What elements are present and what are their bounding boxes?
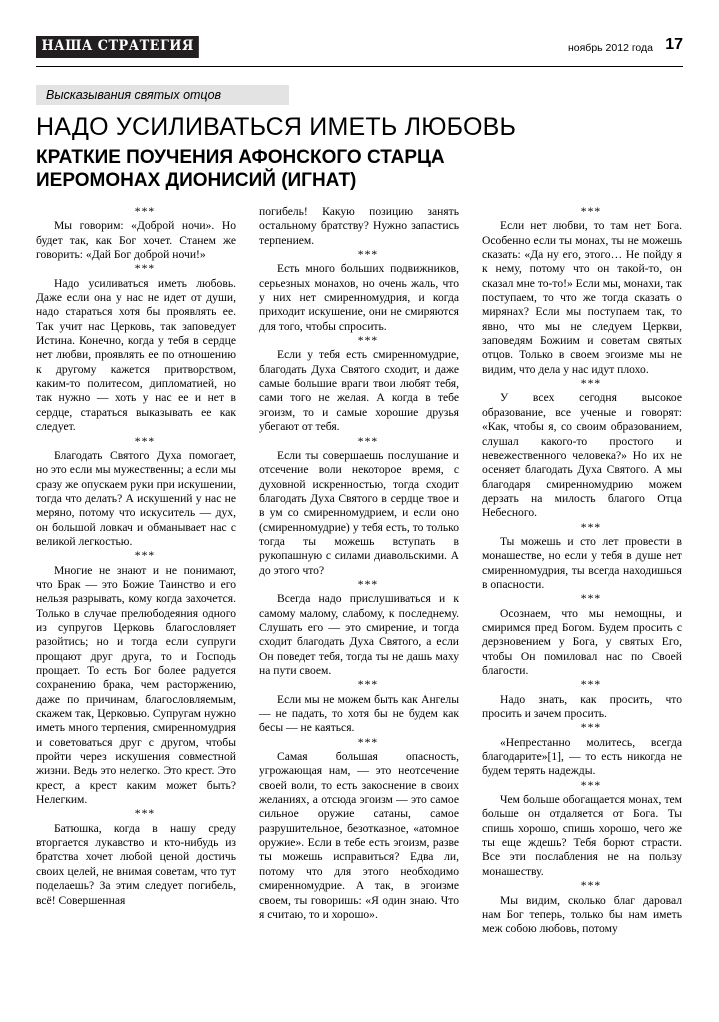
- body-paragraph: погибель! Какую позицию занять остальному братству? Нужно запастись терпением.: [259, 205, 459, 247]
- article-subhead-line-1: КРАТКИЕ ПОУЧЕНИЯ АФОНСКОГО СТАРЦА: [36, 147, 445, 168]
- paragraph-separator: ***: [580, 678, 602, 692]
- body-paragraph: Осознаем, что мы немощны, и смиримся пред Богом. Будем просить с дерзновением у Бога, у святых Его, чтобы Он помиловал нас по Своей благости.: [482, 606, 682, 677]
- body-paragraph: Если ты совершаешь послушание и отсечение воли некоторое время, с духовной искренностью, тогда сходит благодать Духа Святого в сердце твое и в ум со смиренномудрием, и если оно (смиренномудрие) у тебя есть, то только тогда ты можешь вступать в рукопашную с силами диавольскими. А до этого что?: [259, 448, 459, 577]
- body-paragraph: Самая большая опасность, угрожающая нам, — это неотсечение своей воли, то есть закоснение в своих желаниях, а отсюда эгоизм — это самое сильное оружие сатаны, самое разрушительное, безотказное, «атомное оружие». Если в тебе есть эгоизм, разве ты можешь исправиться? Едва ли, потому что для этого необходимо смиренномудрие. А так, в эгоизме своем, ты говоришь: «Я один знаю. Что я считаю, то и хорошо».: [259, 750, 459, 921]
- body-paragraph: Чем больше обогащается монах, тем больше он отдаляется от Бога. Ты спишь хорошо, спишь хорошо, чего же ты еще ждешь? Тебя борют страсти. Все эти послабления не на пользу монашеству.: [482, 793, 682, 878]
- article-column-3: [482, 205, 682, 995]
- section-kicker: Высказывания святых отцов: [36, 85, 289, 105]
- body-paragraph: Многие не знают и не понимают, что Брак — это Божие Таинство и его нельзя разрывать, кому когда захочется. Только в случае прелюбодеяния одного из супругов Церковь благословляет разойтись; но и тогда если супруги прощают друг друга, то и Господь прощает. То есть Бог более радуется сохранению брака, чем расторжению, даже по причинам, благословляемым, скажем так, Церковью. Супругам нужно иметь много терпения, смиренномудрия и советоваться друг с другом, чтобы пройти через искушения совместной жизни. Ведь это нелегко. Это крест. Это крест, а крест каким может быть? Нелегким.: [36, 563, 236, 807]
- paragraph-separator: ***: [580, 592, 602, 606]
- paragraph-separator: ***: [134, 262, 156, 276]
- paragraph-separator: ***: [357, 735, 379, 749]
- paragraph-separator: ***: [580, 377, 602, 391]
- body-paragraph: «Непрестанно молитесь, всегда благодарите»[1], — то есть никогда не будем терять надежды.: [482, 735, 682, 778]
- page-number: 17: [665, 36, 683, 53]
- paragraph-separator: ***: [357, 334, 379, 348]
- article-body: [36, 205, 683, 995]
- paragraph-separator: ***: [134, 434, 156, 448]
- body-paragraph: Мы говорим: «Доброй ночи». Но будет так, как Бог хочет. Станем же говорить: «Дай Бог доброй ночи!»: [36, 219, 236, 262]
- article-subhead-line-2: ИЕРОМОНАХ ДИОНИСИЙ (ИГНАТ): [36, 170, 357, 191]
- body-paragraph: Мы видим, сколько благ даровал нам Бог теперь, только бы нам иметь меж собою любовь, потому: [482, 893, 682, 936]
- body-paragraph: Ты можешь и сто лет провести в монашестве, но если у тебя в душе нет смиренномудрия, ты всегда находишься в опасности.: [482, 534, 682, 591]
- body-paragraph: Если нет любви, то там нет Бога. Особенно если ты монах, ты не можешь сказать: «Да ну его, этого… Не пойду я к нему, потому что он такой-то, он сказал мне то-то!» Если мы, монахи, так поступаем, то что же тогда сказать о мирянах? Если мы поступаем так, то явно, что мы не следуем Церкви, заповедям Божиим и советам святых отцов. Только в своем эгоизме мы не видим, что дела у нас идут плохо.: [482, 219, 682, 376]
- masthead: [36, 36, 683, 62]
- publication-logo: НАША СТРАТЕГИЯ: [36, 36, 199, 58]
- body-paragraph: Если мы не можем быть как Ангелы — не падать, то хотя бы не будем как бесы — не каяться.: [259, 692, 459, 735]
- body-paragraph: Надо усиливаться иметь любовь. Даже если она у нас не идет от души, надо стараться хотя бы проявлять ее. Так учит нас Церковь, так заповедует Истина. Конечно, когда у тебя в сердце нет любви, проявлять ее по отношению к другому кажется притворством, каким-то политесом, дипломатией, но так нужно — хоть у нас ее и нет в сердце, стараться выказывать ее как следует.: [36, 276, 236, 434]
- paragraph-separator: ***: [357, 678, 379, 692]
- body-paragraph: Батюшка, когда в нашу среду вторгается лукавство и кто-нибудь из братства хочет любой ценой достичь своих целей, не внимая советам, что тут поделаешь? За этим следует погибель, всё! Совершенная: [36, 821, 236, 907]
- paragraph-separator: ***: [134, 205, 156, 218]
- paragraph-separator: ***: [357, 577, 379, 591]
- paragraph-separator: ***: [134, 807, 156, 821]
- page-title: НАДО УСИЛИВАТЬСЯ ИМЕТЬ ЛЮБОВЬ: [36, 113, 517, 141]
- article-subhead: [36, 146, 683, 192]
- body-paragraph: Если у тебя есть смиренномудрие, благодать Духа Святого сходит, и даже самые большие враги твои любят тебя, сами того не желая. А когда в тебе эгоизм, то и самые хорошие друзья убегают от тебя.: [259, 348, 459, 434]
- body-paragraph: Всегда надо прислушиваться и к самому малому, слабому, к последнему. Слушать его — это смирение, и тогда сходит благодать Духа Святого, а если Он поведет тебя, тогда ты не дашь маху на пути своем.: [259, 592, 459, 677]
- body-paragraph: У всех сегодня высокое образование, все ученые и говорят: «Как, чтобы я, со своим образованием, слушал какого-то простого и невежественного человека?» Но их не осеняет благодать Духа Святого. А мы благодаря смиренномудрию можем дерзать на милость благого Отца Небесного.: [482, 391, 682, 520]
- paragraph-separator: ***: [580, 879, 602, 893]
- body-paragraph: Благодать Святого Духа помогает, но это если мы мужественны; а если мы сразу же опускаем руки при искушении, тогда что делать? А искушений у нас не меряно, потому что искуситель — дух, он большой ловкач и обманывает нас с великой легкостью.: [36, 448, 236, 548]
- paragraph-separator: ***: [580, 721, 602, 735]
- article-column-2: [259, 205, 459, 995]
- body-paragraph: Надо знать, как просить, что просить и зачем просить.: [482, 692, 682, 721]
- issue-date: ноябрь 2012 года: [567, 42, 653, 54]
- paragraph-separator: ***: [134, 549, 156, 563]
- paragraph-separator: ***: [580, 205, 602, 218]
- paragraph-separator: ***: [580, 520, 602, 534]
- masthead-divider: [36, 66, 683, 67]
- article-column-1: [36, 205, 236, 995]
- paragraph-separator: ***: [580, 778, 602, 792]
- body-paragraph: Есть много больших подвижников, серьезных монахов, но очень жаль, что у них нет смиренномудрия, и когда приходит искушение, они не смиряются для того, чтобы спросить.: [259, 262, 459, 333]
- paragraph-separator: ***: [357, 434, 379, 448]
- paragraph-separator: ***: [357, 248, 379, 262]
